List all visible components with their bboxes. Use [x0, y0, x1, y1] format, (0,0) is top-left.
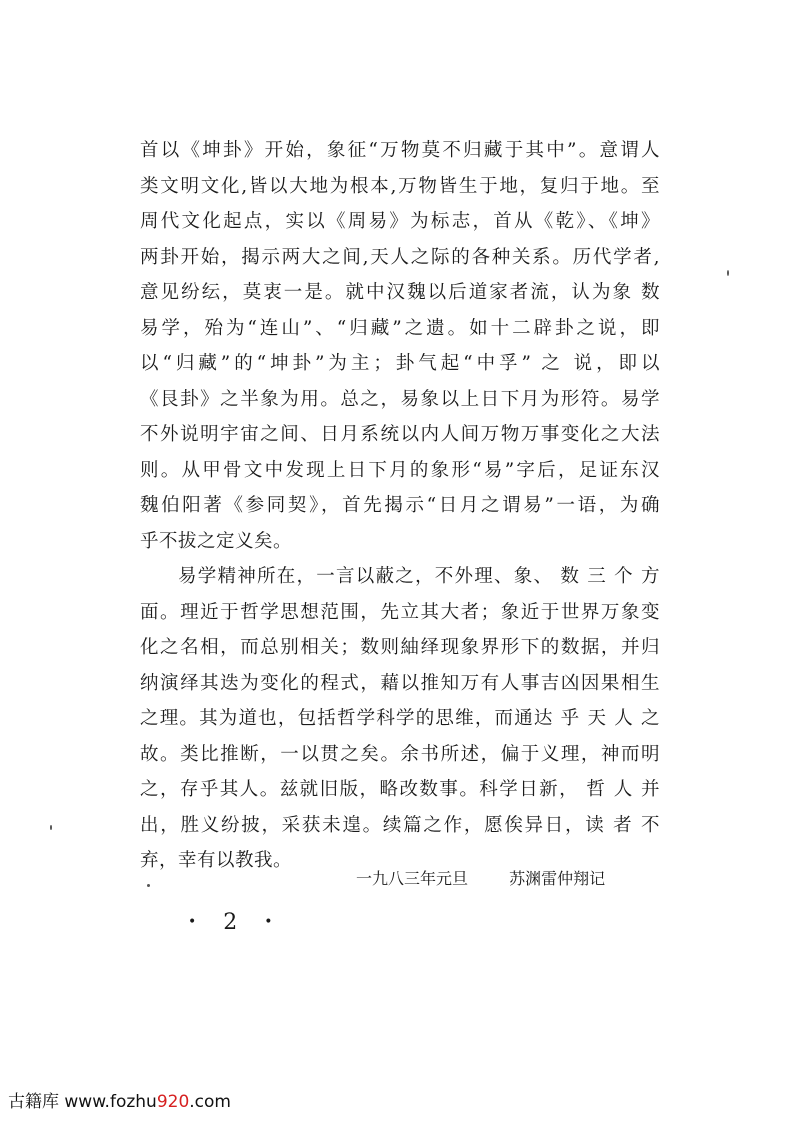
text-line: 乎不拔之定义矣。 — [140, 530, 293, 552]
scan-speck — [147, 884, 150, 887]
text-line: 两卦开始，揭示两大之间,天人之际的各种关系。历代学者, — [140, 246, 660, 268]
text-line: 不外说明宇宙之间、日月系统以内人间万物万事变化之大法 — [140, 424, 660, 445]
text-line: 之，存乎其人。兹就旧版，略改数事。科学日新， 哲 人 并 — [140, 779, 660, 800]
text-line: 出，胜义纷披，采获未遑。续篇之作，愿俟异日，读 者 不 — [140, 814, 660, 836]
text-line: 面。理近于哲学思想范围，先立其大者；象近于世界万象变 — [140, 601, 660, 623]
signature-author: 苏渊雷仲翔记 — [509, 869, 606, 888]
text-line: 以“归藏”的“坤卦”为主；卦气起“中孚” 之 说，即以 — [140, 353, 660, 374]
text-line: 则。从甲骨文中发现上日下月的象形“易”字后，足证东汉 — [140, 459, 660, 481]
page-number-right-dot: • — [264, 914, 283, 930]
watermark-label: 古籍库 — [8, 1092, 59, 1112]
text-line: 首以《坤卦》开始，象征“万物莫不归藏于其中”。意谓人 — [140, 140, 660, 161]
watermark — [8, 1087, 231, 1112]
text-line: 化之名相，而总别相关；数则紬绎现象界形下的数据，并归 — [140, 637, 660, 658]
watermark-site-prefix: www.fozhu — [64, 1092, 157, 1112]
text-line: 周代文化起点，实以《周易》为标志，首从《乾》、《坤》 — [140, 211, 660, 232]
scan-speck — [727, 270, 729, 276]
paragraph-1 — [140, 133, 660, 559]
scan-speck — [50, 825, 52, 830]
text-line: 意见纷纭，莫衷一是。就中汉魏以后道家者流，认为象 数 — [140, 282, 660, 303]
page-number — [188, 910, 283, 935]
text-line: 易学精神所在，一言以蔽之，不外理、象、 数 三 个 方 — [178, 566, 660, 587]
text-line: 魏伯阳著《参同契》，首先揭示“日月之谓易”一语，为确 — [140, 495, 660, 516]
text-line: 纳演绎其迭为变化的程式，藉以推知万有人事吉凶因果相生 — [140, 672, 660, 694]
text-line: 《艮卦》之半象为用。总之，易象以上日下月为形符。易学 — [140, 388, 660, 410]
text-line: 易学，殆为“连山”、“归藏”之遗。如十二辟卦之说，即 — [140, 317, 660, 339]
watermark-site-number: 920 — [156, 1092, 190, 1112]
text-line: 弃，幸有以教我。 — [140, 850, 293, 871]
watermark-site-suffix: .com — [189, 1092, 231, 1112]
text-line: 类文明文化,皆以大地为根本,万物皆生于地，复归于地。至 — [140, 175, 660, 197]
page-number-value: 2 — [223, 910, 248, 935]
signature — [356, 866, 605, 889]
signature-date: 一九八三年元旦 — [356, 869, 469, 888]
watermark-site — [64, 1092, 231, 1112]
preface-text — [140, 133, 660, 879]
text-line: 故。类比推断，一以贯之矣。余书所述，偏于义理，神而明 — [140, 743, 660, 765]
paragraph-2 — [140, 559, 660, 879]
page-number-left-dot: • — [188, 914, 207, 930]
text-line: 之理。其为道也，包括哲学科学的思维，而通达 乎 天 人 之 — [140, 708, 660, 729]
